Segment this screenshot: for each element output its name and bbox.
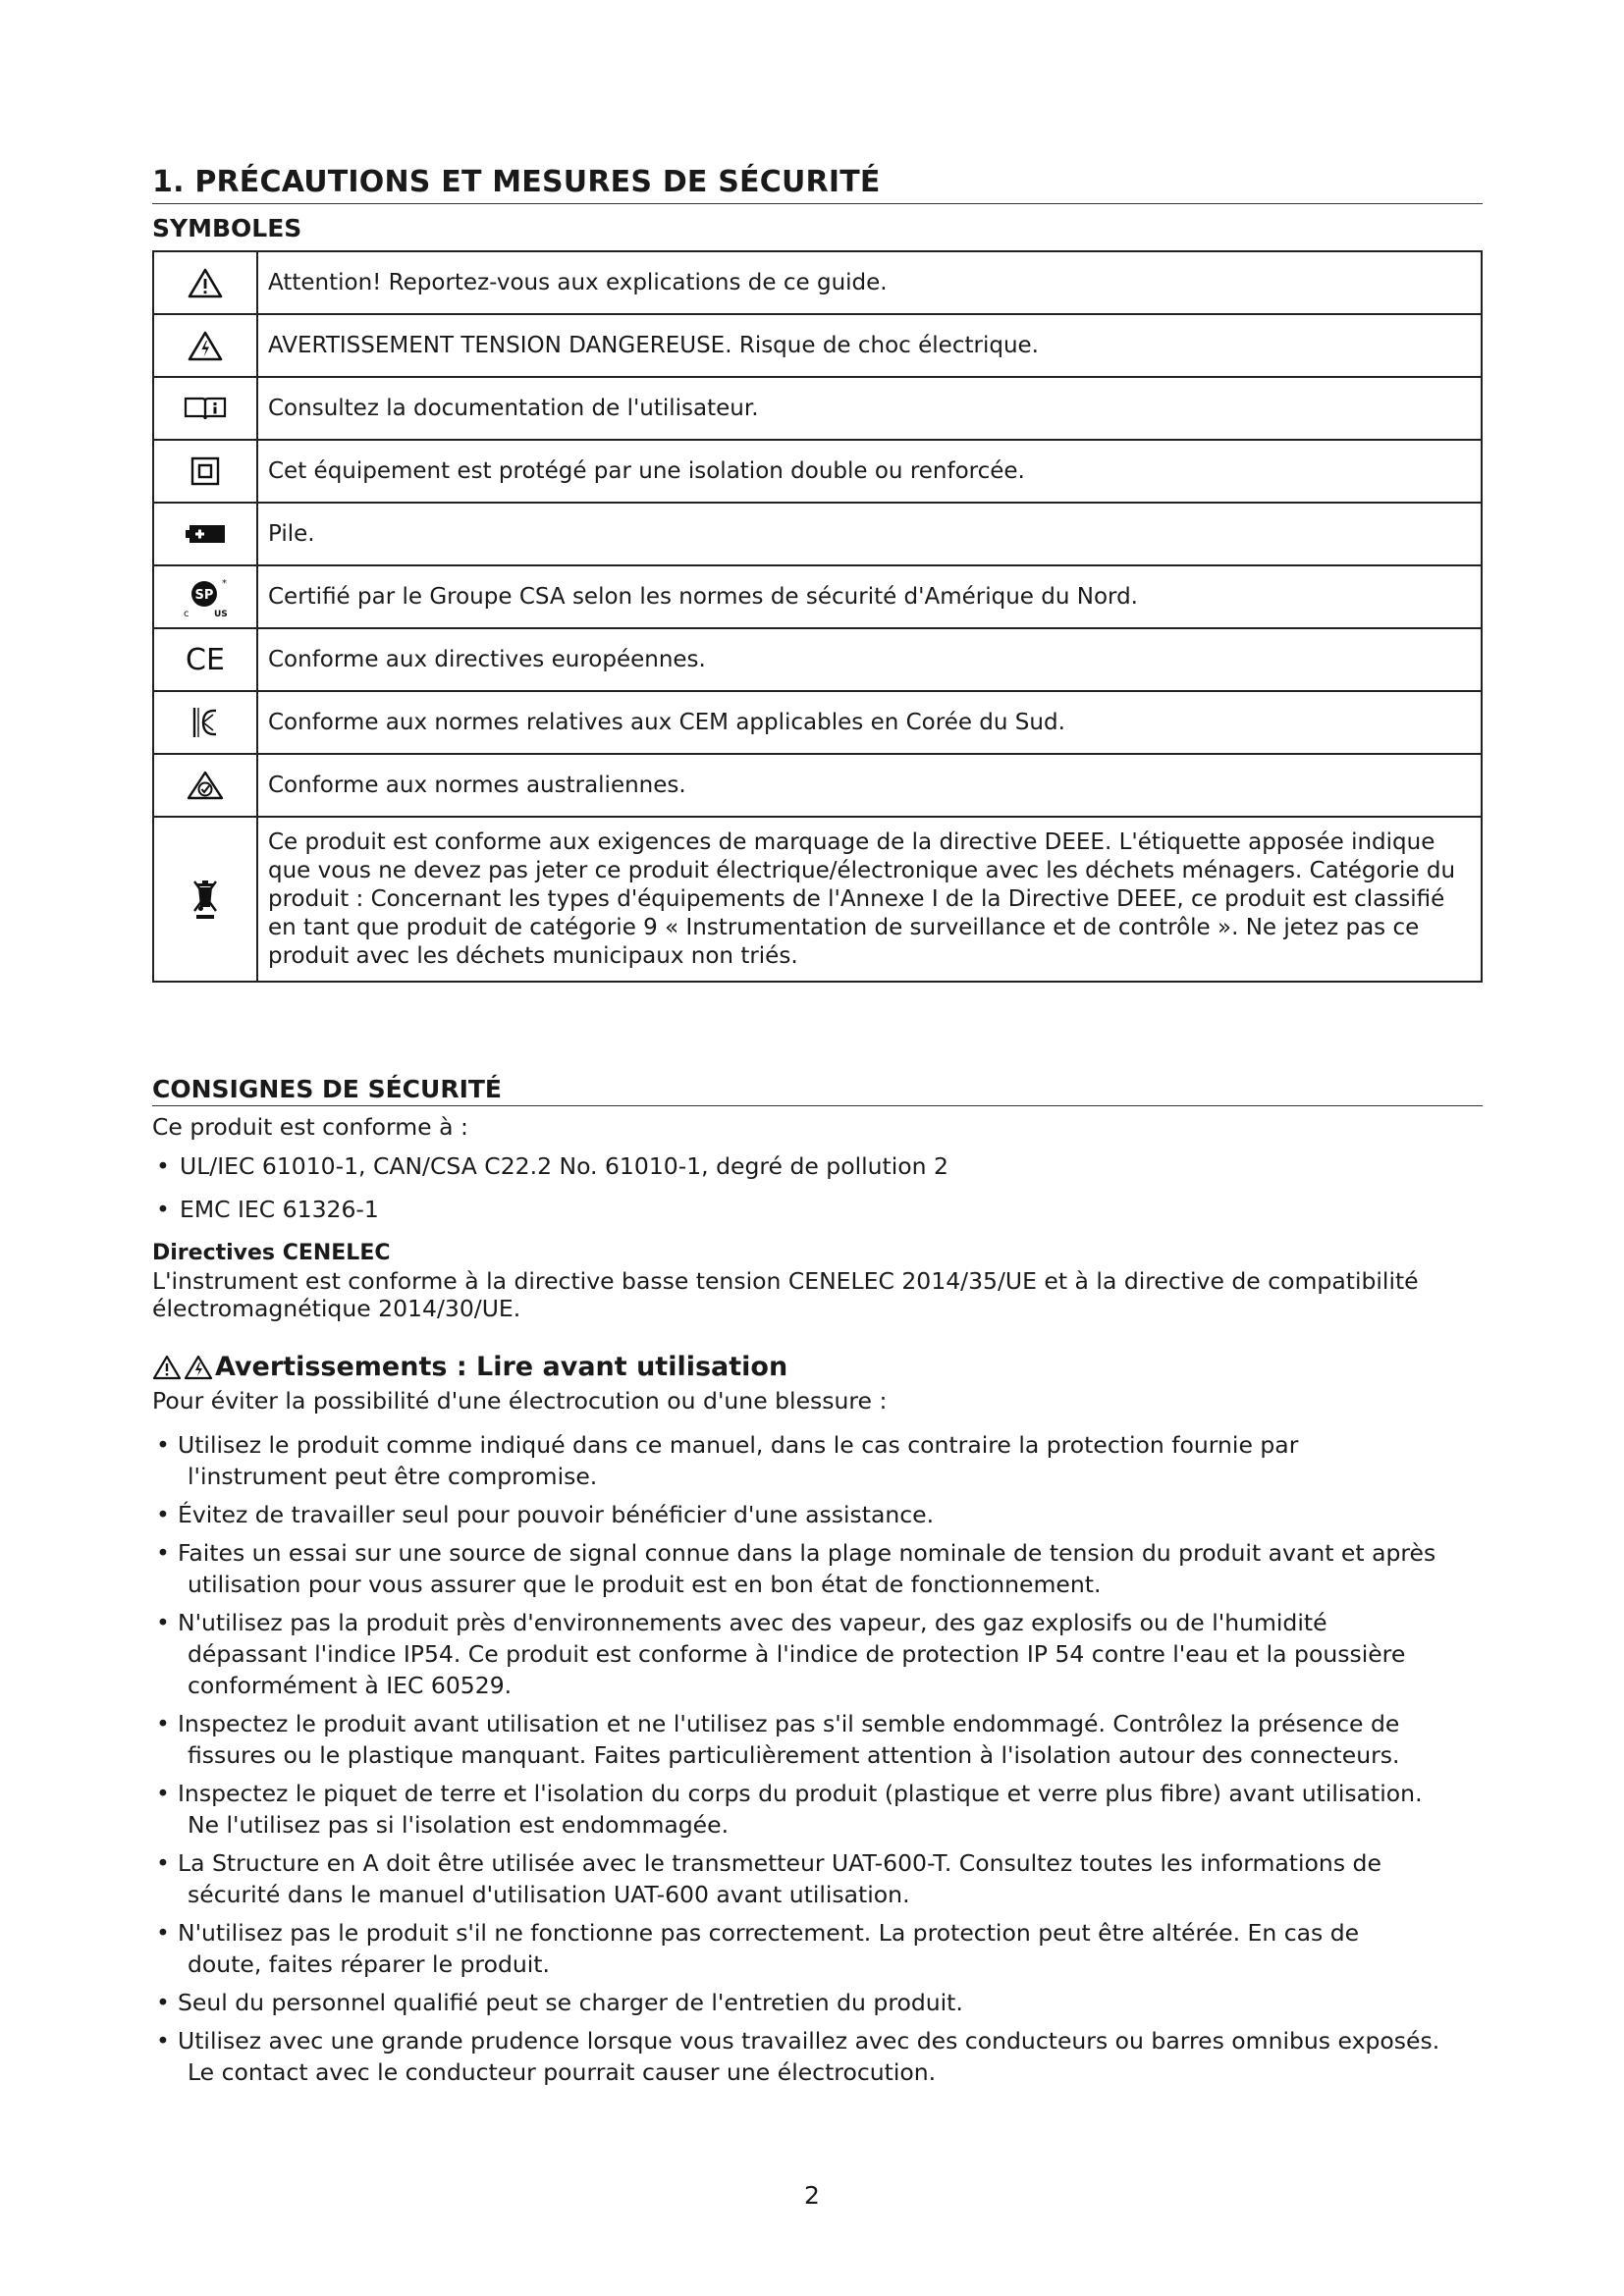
- table-row: [153, 377, 1482, 440]
- list-item: [152, 2025, 1483, 2088]
- table-row: [153, 691, 1482, 754]
- symbol-description: AVERTISSEMENT TENSION DANGEREUSE. Risque de choc électrique.: [257, 314, 1482, 377]
- safety-instructions-block: [152, 1075, 1483, 2095]
- list-item-continuation: dépassant l'indice IP54. Ce produit est conforme à l'indice de protection IP 54 contre l'eau et la poussière conformément à IEC 60529.: [188, 1640, 1406, 1699]
- list-item: [152, 1607, 1483, 1701]
- list-item-continuation: l'instrument peut être compromise.: [188, 1463, 598, 1490]
- list-item: [152, 1987, 1483, 2018]
- table-row: [153, 503, 1482, 565]
- table-row: [153, 251, 1482, 314]
- table-row: [153, 754, 1482, 817]
- list-item: • EMC IEC 61326-1: [152, 1195, 1483, 1224]
- page-number: 2: [804, 2181, 820, 2210]
- list-item-continuation: Ne l'utilisez pas si l'isolation est endommagée.: [188, 1811, 730, 1839]
- weee-bin-icon: [153, 817, 257, 982]
- symbol-description: Conforme aux directives européennes.: [257, 628, 1482, 691]
- list-item: • UL/IEC 61010-1, CAN/CSA C22.2 No. 61010-1, degré de pollution 2: [152, 1151, 1483, 1181]
- csa-certification-icon: [153, 565, 257, 628]
- list-item-text: • Inspectez le produit avant utilisation et ne l'utilisez pas s'il semble endommagé. Contrôlez la présence de: [178, 1710, 1400, 1737]
- symbol-description: Attention! Reportez-vous aux explications de ce guide.: [257, 251, 1482, 314]
- ce-mark-text: CE: [186, 644, 225, 675]
- list-item: [152, 1499, 1483, 1530]
- list-item-text: • La Structure en A doit être utilisée avec le transmetteur UAT-600-T. Consultez toutes les informations de: [178, 1849, 1381, 1877]
- warnings-intro: Pour éviter la possibilité d'une électrocution ou d'une blessure :: [152, 1387, 888, 1415]
- consignes-heading: CONSIGNES DE SÉCURITÉ: [152, 1075, 1483, 1106]
- page-title: 1. PRÉCAUTIONS ET MESURES DE SÉCURITÉ: [152, 165, 1483, 204]
- warnings-heading: Avertissements : Lire avant utilisation: [215, 1352, 788, 1382]
- list-item-continuation: Le contact avec le conducteur pourrait causer une électrocution.: [188, 2058, 937, 2086]
- table-row: [153, 440, 1482, 503]
- list-item-continuation: utilisation pour vous assurer que le produit est en bon état de fonctionnement.: [188, 1571, 1102, 1598]
- table-row: [153, 628, 1482, 691]
- list-item: [152, 1778, 1483, 1841]
- table-row: [153, 817, 1482, 982]
- csa-c-text: c: [184, 609, 189, 619]
- double-insulation-icon: [153, 440, 257, 503]
- symbol-description: Certifié par le Groupe CSA selon les normes de sécurité d'Amérique du Nord.: [257, 565, 1482, 628]
- safety-page: [152, 165, 1483, 983]
- high-voltage-triangle-icon: [184, 1354, 213, 1381]
- standards-list: [152, 1151, 1483, 1224]
- list-item: [152, 1708, 1483, 1771]
- warnings-heading-row: [152, 1352, 1483, 1382]
- table-row: [153, 565, 1482, 628]
- list-item-text: • Seul du personnel qualifié peut se charger de l'entretien du produit.: [178, 1989, 963, 2016]
- rcm-mark-icon: [153, 754, 257, 817]
- warnings-list: [152, 1429, 1483, 2088]
- caution-triangle-icon: [153, 251, 257, 314]
- symbols-heading: SYMBOLES: [152, 214, 302, 242]
- caution-triangle-icon: [152, 1354, 182, 1381]
- user-manual-icon: [153, 377, 257, 440]
- symbol-description: Pile.: [257, 503, 1482, 565]
- list-item-continuation: fissures ou le plastique manquant. Faites particulièrement attention à l'isolation autour des connecteurs.: [188, 1741, 1400, 1769]
- list-item-continuation: sécurité dans le manuel d'utilisation UAT-600 avant utilisation.: [188, 1881, 910, 1908]
- symbol-description: Ce produit est conforme aux exigences de marquage de la directive DEEE. L'étiquette apposée indique que vous ne devez pas jeter ce produit électrique/électronique avec les déchets ménagers. Catégorie du produit : Concernant les types d'équipements de l'Annexe I de la Directive DEEE, ce produit est classifié en tant que produit de catégorie 9 « Instrumentation de surveillance et de contrôle ». Ne jetez pas ce produit avec les déchets municipaux non triés.: [257, 817, 1482, 982]
- cenelec-text: L'instrument est conforme à la directive basse tension CENELEC 2014/35/UE et à la directive de compatibilité électromagnétique 2014/30/UE.: [152, 1267, 1419, 1322]
- list-item: [152, 1537, 1483, 1600]
- list-item: [152, 1429, 1483, 1492]
- csa-us-text: US: [214, 610, 228, 619]
- symbol-description: Conforme aux normes australiennes.: [257, 754, 1482, 817]
- list-item-continuation: doute, faites réparer le produit.: [188, 1950, 550, 1978]
- battery-icon: [153, 503, 257, 565]
- csa-star-text: *: [222, 578, 227, 589]
- list-item: [152, 1847, 1483, 1910]
- symbols-table: [152, 250, 1483, 983]
- kc-mark-icon: [153, 691, 257, 754]
- list-item-text: • N'utilisez pas la produit près d'environnements avec des vapeur, des gaz explosifs ou de l'humidité: [178, 1609, 1327, 1636]
- list-item-text: • Utilisez le produit comme indiqué dans ce manuel, dans le cas contraire la protection fournie par: [178, 1431, 1299, 1459]
- consignes-intro: Ce produit est conforme à :: [152, 1113, 468, 1141]
- csa-sp-text: SP: [194, 588, 214, 603]
- list-item-text: • Évitez de travailler seul pour pouvoir bénéficier d'une assistance.: [178, 1501, 935, 1528]
- cenelec-heading: Directives CENELEC: [152, 1241, 391, 1265]
- symbol-description: Consultez la documentation de l'utilisateur.: [257, 377, 1482, 440]
- high-voltage-triangle-icon: [153, 314, 257, 377]
- list-item-text: • Inspectez le piquet de terre et l'isolation du corps du produit (plastique et verre plus fibre) avant utilisation.: [178, 1780, 1423, 1807]
- list-item-text: • N'utilisez pas le produit s'il ne fonctionne pas correctement. La protection peut être altérée. En cas de: [178, 1919, 1360, 1947]
- ce-mark-icon: [153, 628, 257, 691]
- list-item: [152, 1917, 1483, 1980]
- table-row: [153, 314, 1482, 377]
- list-item-text: • Utilisez avec une grande prudence lorsque vous travaillez avec des conducteurs ou barres omnibus exposés.: [178, 2027, 1440, 2055]
- list-item-text: • Faites un essai sur une source de signal connue dans la plage nominale de tension du produit avant et après: [178, 1539, 1436, 1567]
- symbol-description: Cet équipement est protégé par une isolation double ou renforcée.: [257, 440, 1482, 503]
- symbol-description: Conforme aux normes relatives aux CEM applicables en Corée du Sud.: [257, 691, 1482, 754]
